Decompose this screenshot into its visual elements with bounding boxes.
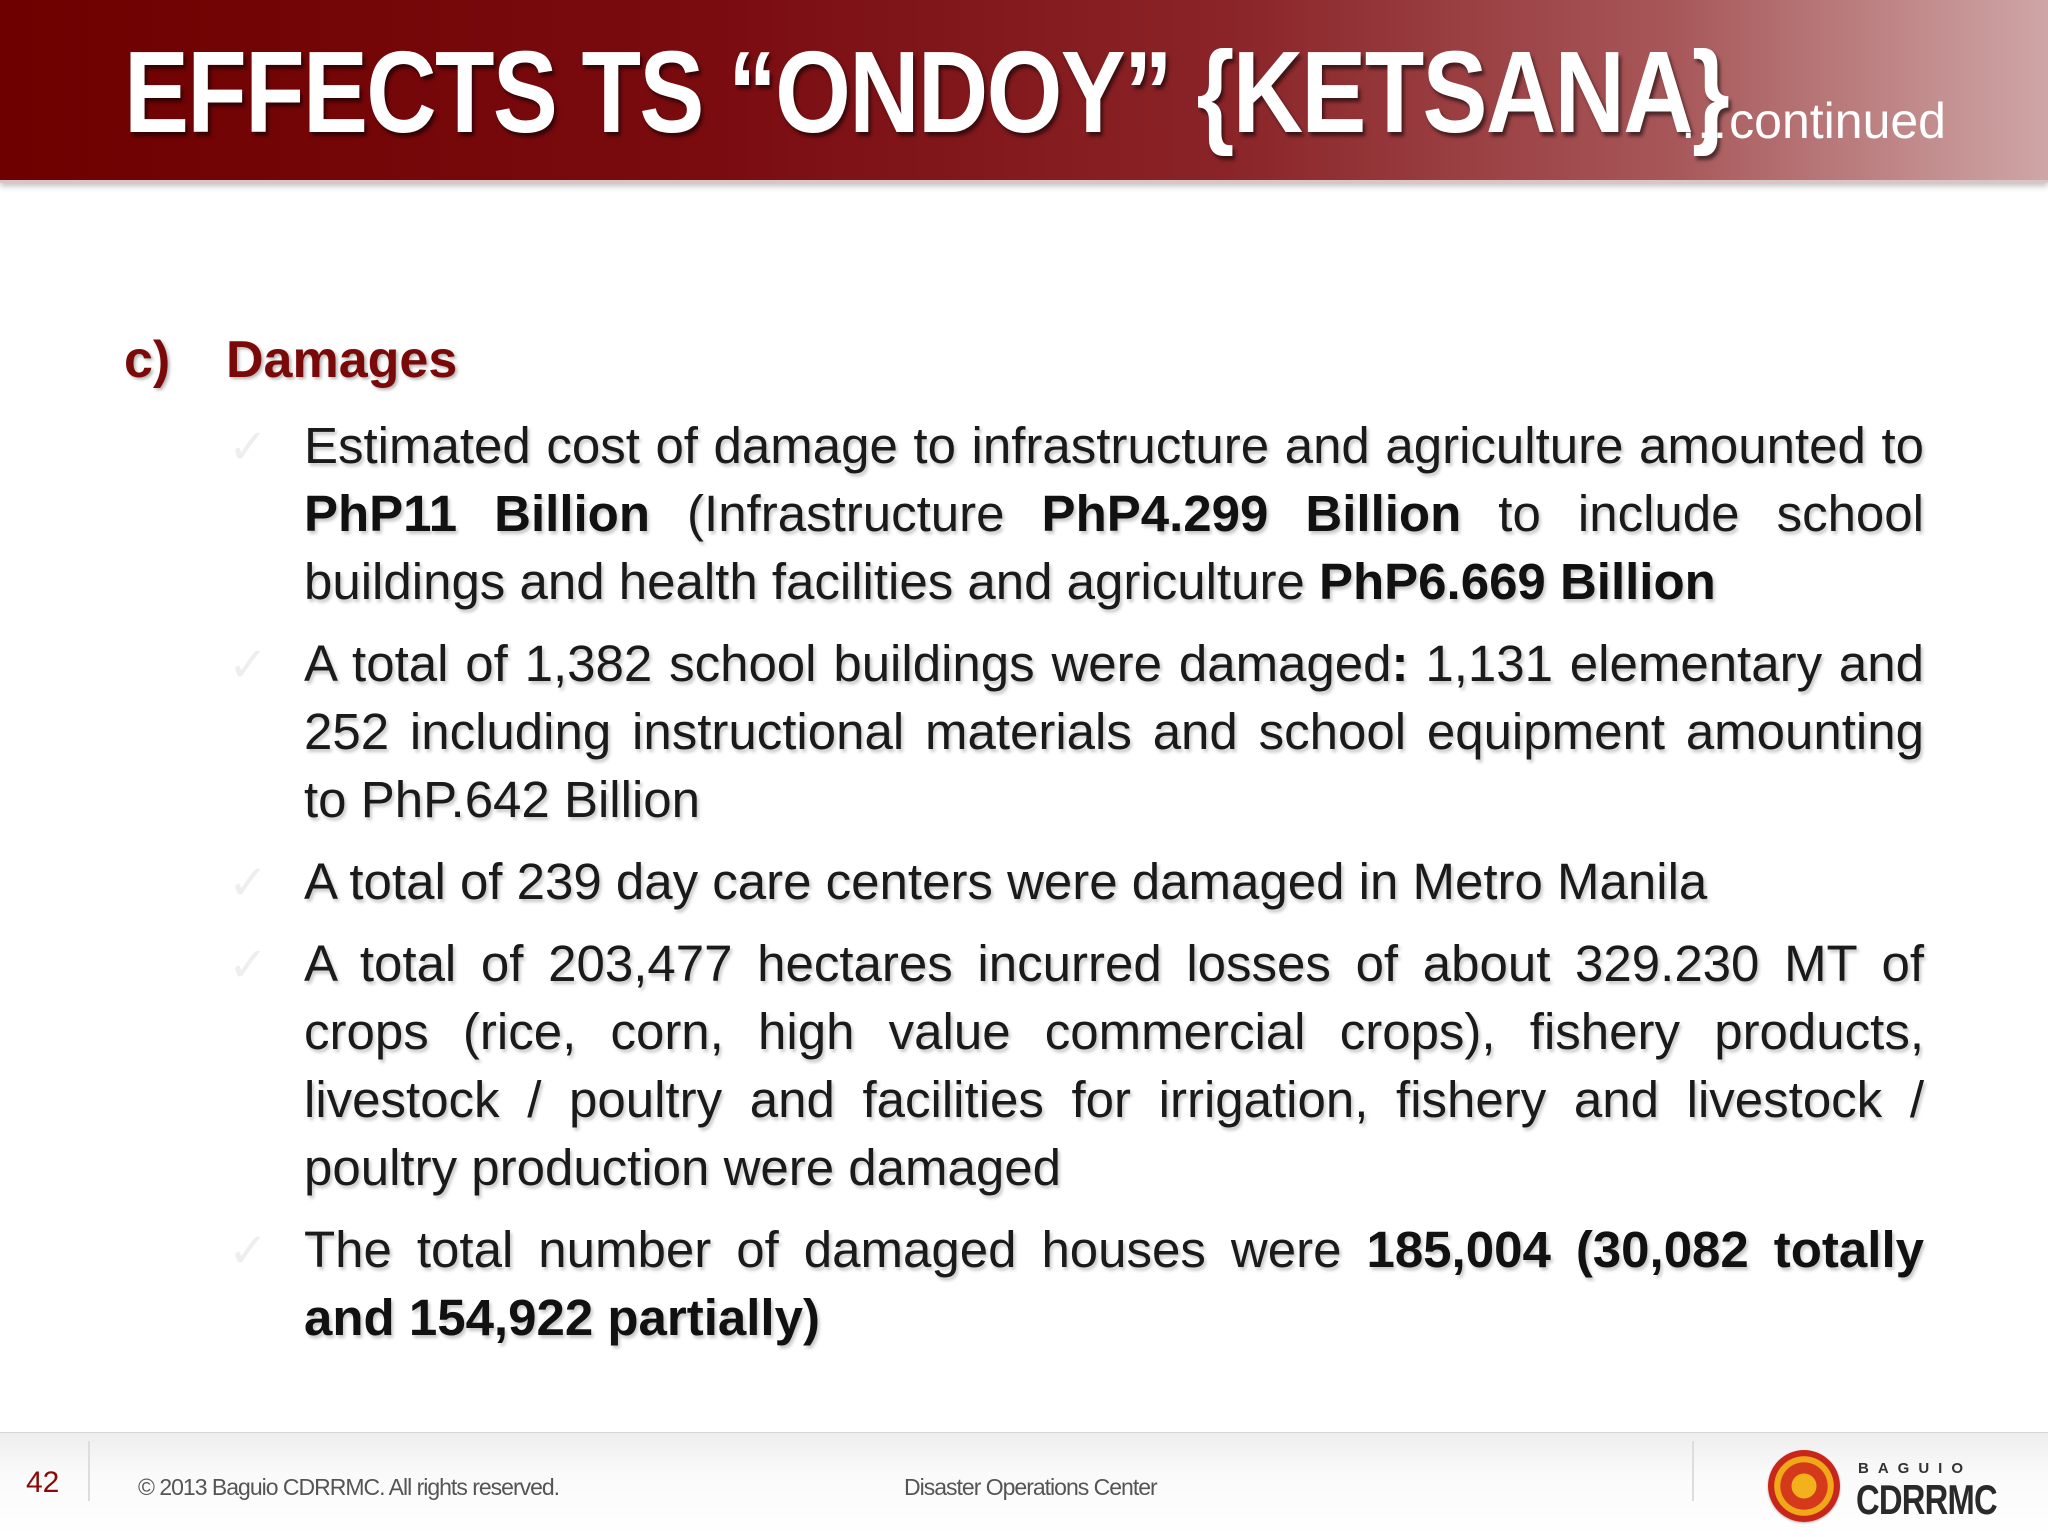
list-item xyxy=(228,412,1924,616)
check-icon: ✓ xyxy=(228,857,269,910)
logo-wordmark: CDRRMC xyxy=(1856,1476,1997,1523)
footer-center-text: Disaster Operations Center xyxy=(904,1474,1157,1500)
list-item xyxy=(228,930,1924,1202)
copyright-text: © 2013 Baguio CDRRMC. All rights reserved. xyxy=(138,1474,560,1500)
check-icon: ✓ xyxy=(228,639,269,692)
bullet-text: Estimated cost of damage to infrastructure and agriculture amounted to PhP11 Billion (Infrastructure PhP4.299 Billion to include school buildings and health facilities and agriculture PhP6.669 Billion xyxy=(304,417,1924,610)
seal-icon xyxy=(1768,1450,1840,1522)
list-item xyxy=(228,1216,1924,1352)
slide-title: EFFECTS TS “ONDOY” {KETSANA} xyxy=(124,27,1729,157)
list-item xyxy=(228,630,1924,834)
footer-divider xyxy=(88,1441,90,1501)
header-banner xyxy=(0,0,2048,183)
logo-subtitle: BAGUIO xyxy=(1858,1460,1972,1477)
bullet-text: The total number of damaged houses were 185,004 (30,082 totally and 154,922 partially) xyxy=(304,1221,1924,1346)
footer-divider xyxy=(1692,1441,1694,1501)
section-heading xyxy=(124,330,457,390)
bullet-list xyxy=(228,412,1924,1366)
section-marker: c) xyxy=(124,331,171,389)
check-icon: ✓ xyxy=(228,939,269,992)
bullet-text: A total of 239 day care centers were damaged in Metro Manila xyxy=(304,853,1708,910)
continued-label: …continued xyxy=(1679,93,1946,149)
check-icon: ✓ xyxy=(228,421,269,474)
section-heading-text: Damages xyxy=(226,331,458,389)
slide-number: 42 xyxy=(26,1466,60,1499)
check-icon: ✓ xyxy=(228,1225,269,1278)
list-item xyxy=(228,848,1924,916)
bullet-text: A total of 1,382 school buildings were damaged: 1,131 elementary and 252 including instructional materials and school equipment amounting to PhP.642 Billion xyxy=(304,635,1924,828)
bullet-text: A total of 203,477 hectares incurred losses of about 329.230 MT of crops (rice, corn, high value commercial crops), fishery products, livestock / poultry and facilities for irrigation, fishery and livestock / poultry production were damaged xyxy=(304,935,1924,1196)
